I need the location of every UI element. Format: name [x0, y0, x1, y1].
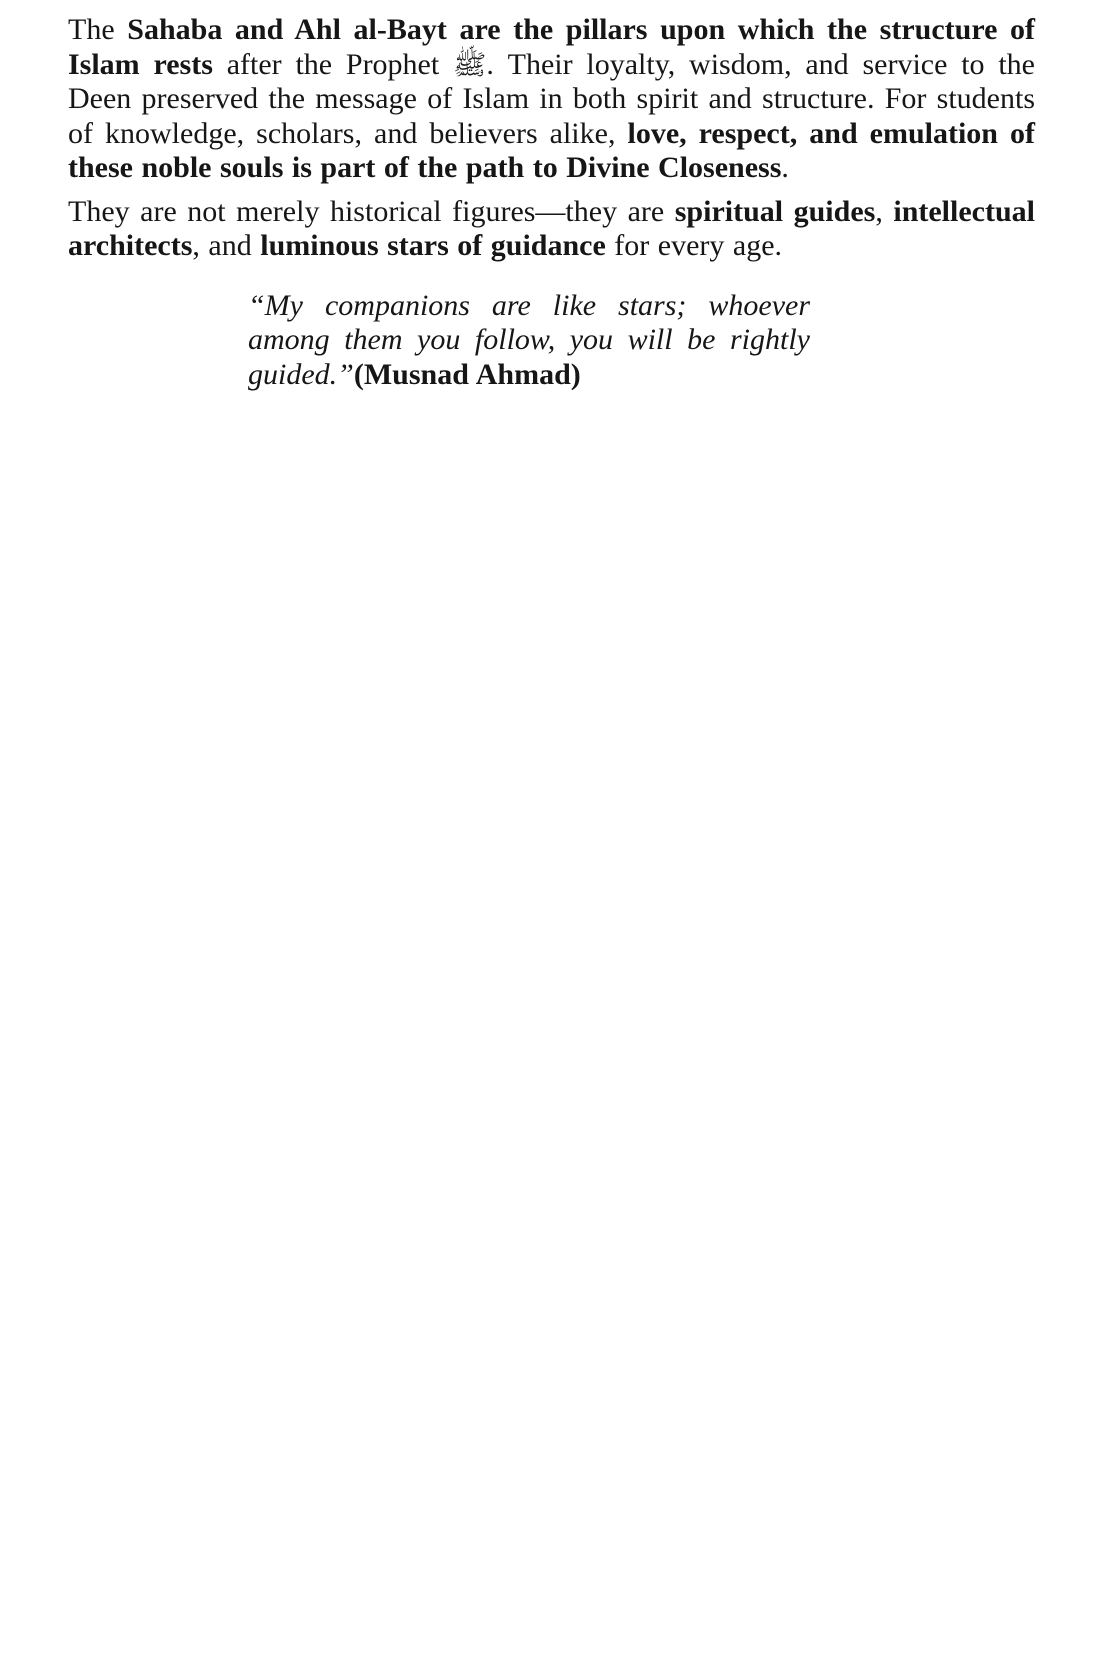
bold-emphasis: luminous stars of guidance	[260, 229, 606, 262]
text-segment: The	[68, 13, 128, 46]
hadith-quote-text: “My companions are like stars; whoever among them you follow, you will be rightly guided.”	[248, 288, 810, 391]
hadith-quote-block	[248, 289, 810, 393]
bold-emphasis: Sahaba and Ahl al-Bayt are the pillars upon which the structure of Islam rests	[68, 13, 1036, 81]
text-segment: They are not merely historical figures—they are	[68, 194, 675, 228]
description-paragraph	[68, 195, 1035, 264]
text-segment: after the Prophet	[212, 47, 453, 81]
intro-paragraph	[68, 13, 1035, 186]
bold-emphasis: love, respect, and emulation of these noble souls is part of the path to Divine Closeness	[68, 116, 1035, 184]
sallallahu-alayhi-wasallam-symbol: ﷺ	[453, 48, 487, 80]
bold-emphasis: spiritual guides	[674, 194, 876, 228]
text-segment: for every age.	[605, 229, 783, 262]
text-segment: .	[781, 151, 789, 184]
text-segment: . Their loyalty, wisdom, and service to the Deen preserved the message of Islam in both spirit and structure. For students of knowledge, scholars, and believers alike,	[68, 47, 1035, 150]
bold-emphasis: intellectual architects	[68, 194, 1035, 262]
text-segment: ,	[875, 194, 894, 228]
hadith-quote-source: (Musnad Ahmad)	[353, 357, 581, 391]
text-segment: , and	[192, 229, 261, 262]
